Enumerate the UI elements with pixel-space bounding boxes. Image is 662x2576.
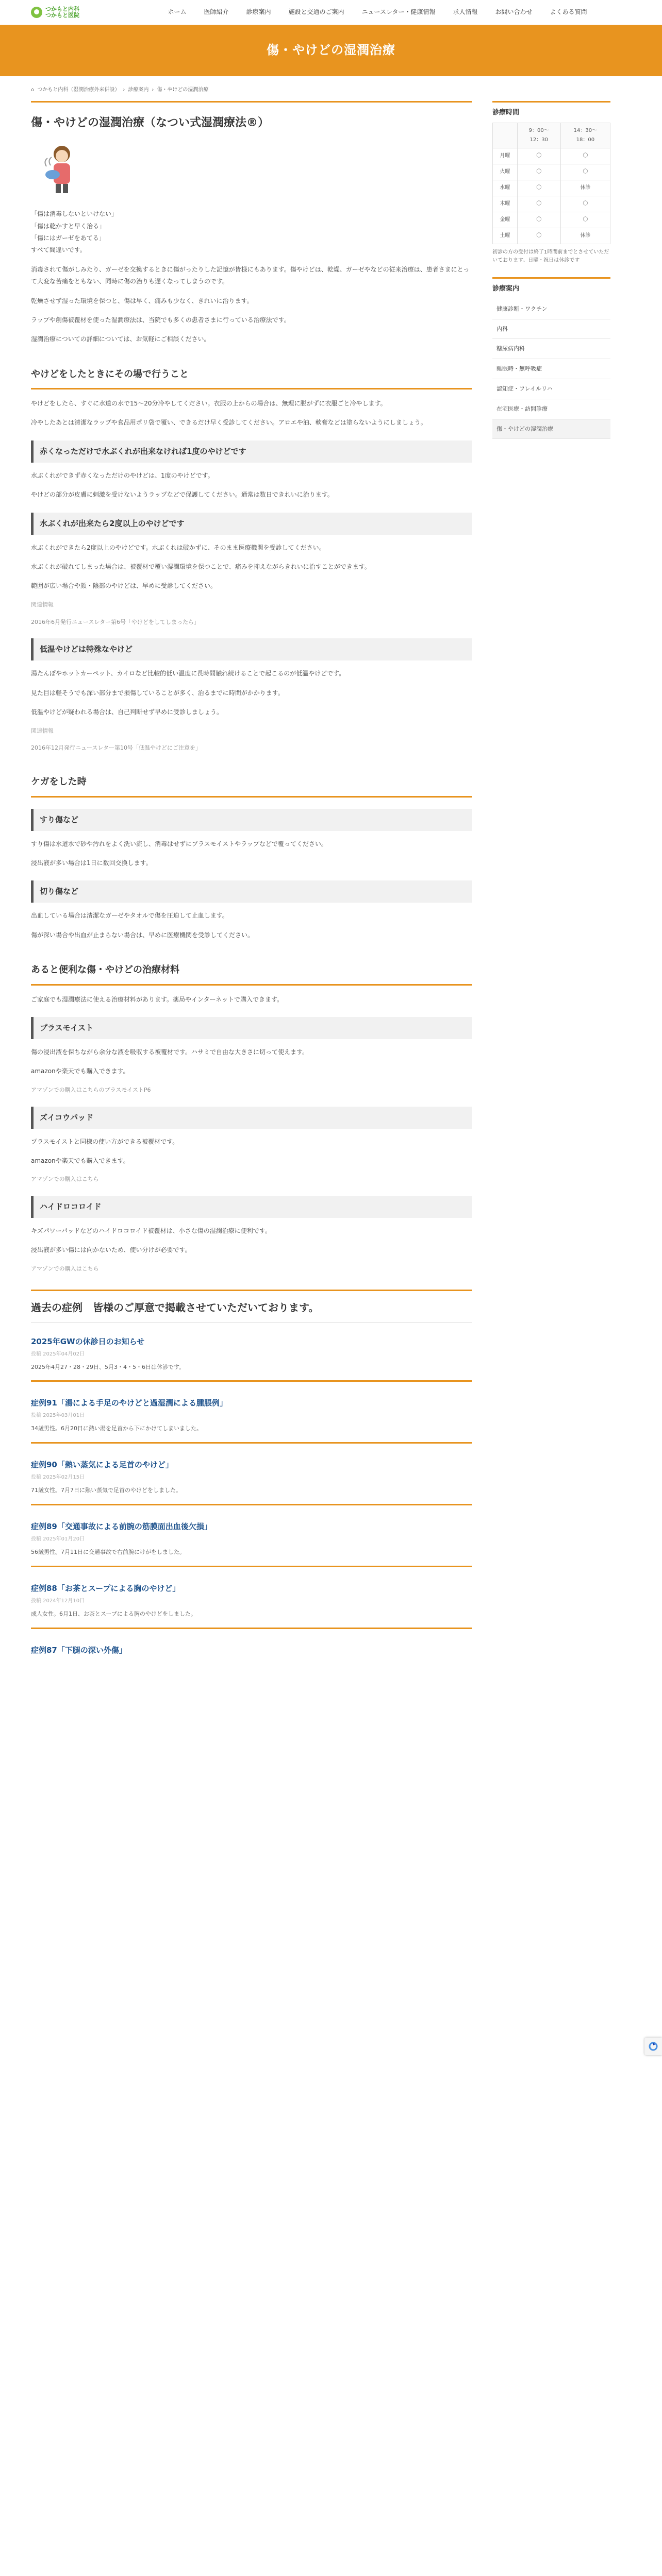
related-label: 関連情報 — [31, 727, 54, 734]
nav-newsletter[interactable]: ニュースレター・健康情報 — [361, 8, 436, 16]
section-paragraph: 傷が深い場合や出血が止まらない場合は、早めに医療機関を受診してください。 — [31, 931, 254, 939]
nav-access[interactable]: 施設と交通のご案内 — [288, 8, 344, 16]
intro-paragraph: 「傷は消毒しないといけない」 「傷は乾かすと早く治る」 「傷にはガーゼをあてる」 すべて間違いです。 — [31, 210, 118, 254]
section-paragraph: 水ぶくれができたら2度以上のやけどです。水ぶくれは破かずに、そのまま医療機関を受診してください。 — [31, 544, 325, 551]
breadcrumb-item-services[interactable]: 診療案内 — [128, 87, 149, 93]
section-paragraph: 水ぶくれができず赤くなっただけのやけどは、1度のやけどです。 — [31, 471, 214, 479]
day-cell: 木曜 — [493, 196, 518, 212]
page-title: 傷・やけどの湿潤治療 — [267, 43, 395, 58]
logo-text: つかもと内科 つかもと医院 — [45, 5, 79, 19]
nav-home[interactable]: ホーム — [168, 8, 187, 16]
main-nav — [124, 7, 631, 18]
am-cell: 〇 — [517, 164, 560, 180]
section-heading: あると便利な傷・やけどの治療材料 — [31, 955, 472, 985]
home-icon: ⌂ — [31, 87, 35, 93]
hours-table — [492, 123, 610, 244]
amazon-link[interactable]: アマゾンでの購入はこちらのプラスモイストP6 — [31, 1086, 151, 1093]
article — [31, 101, 472, 1274]
case-item[interactable] — [31, 1574, 472, 1629]
section-paragraph: キズパワーパッドなどのハイドロコロイド被覆材は、小さな傷の湿潤治療に便利です。 — [31, 1227, 271, 1235]
related-newsletter-link[interactable]: 2016年12月発行ニュースレター第10号「低温やけどにご注意を」 — [31, 744, 201, 752]
case-title[interactable]: 症例87「下腿の深い外傷」 — [31, 1645, 127, 1655]
subsection-heading: プラスモイスト — [31, 1017, 472, 1039]
am-cell: 〇 — [517, 228, 560, 244]
menu-item[interactable]: 糖尿病内科 — [492, 339, 610, 359]
section-paragraph: amazonや楽天でも購入できます。 — [31, 1157, 129, 1164]
table-row — [493, 212, 610, 228]
case-title[interactable]: 症例90「熱い蒸気による足首のやけど」 — [31, 1460, 173, 1470]
past-cases — [31, 1290, 472, 1666]
logo-mark-icon — [31, 7, 42, 18]
site-header — [0, 0, 662, 25]
hours-col-header: 14：30〜 18：00 — [560, 123, 610, 148]
day-cell: 金曜 — [493, 212, 518, 228]
day-cell: 月曜 — [493, 148, 518, 164]
subsection-heading: ズイコウパッド — [31, 1107, 472, 1129]
case-title[interactable]: 2025年GWの休診日のお知らせ — [31, 1336, 145, 1346]
sidebar — [492, 101, 610, 1673]
case-excerpt: 34歳男性。6月20日に熱い湯を足首から下にかけてしまいました。 — [31, 1425, 202, 1432]
pm-cell: 〇 — [560, 148, 610, 164]
main-content — [31, 101, 472, 1673]
day-cell: 水曜 — [493, 180, 518, 196]
case-title[interactable]: 症例89「交通事故による前腕の筋膜面出血後欠損」 — [31, 1522, 212, 1532]
subsection-heading: 赤くなっただけで水ぶくれが出来なければ1度のやけどです — [31, 440, 472, 463]
related-newsletter-link[interactable]: 2016年6月発行ニュースレター第6号「やけどをしてしまったら」 — [31, 618, 200, 625]
breadcrumb-item-current: 傷・やけどの湿潤治療 — [157, 87, 209, 93]
case-date: 投稿 2024年12月10日 — [31, 1598, 85, 1604]
case-date: 投稿 2025年03月01日 — [31, 1413, 85, 1419]
nav-contact[interactable]: お問い合わせ — [495, 8, 533, 16]
pm-cell: 〇 — [560, 164, 610, 180]
hours-col-header — [493, 123, 518, 148]
hours-title: 診療時間 — [492, 101, 610, 123]
intro-paragraph: 乾燥させず湿った環境を保つと、傷は早く、痛みも少なく、きれいに治ります。 — [31, 297, 253, 304]
section-paragraph: 浸出液が多い場合は1日に数回交換します。 — [31, 859, 152, 867]
menu-item-active[interactable]: 傷・やけどの湿潤治療 — [492, 419, 610, 439]
subsection-heading: ハイドロコロイド — [31, 1196, 472, 1218]
site-logo[interactable] — [31, 6, 124, 19]
section-paragraph: 冷やしたあとは清潔なラップや食品用ポリ袋で覆い、できるだけ早く受診してください。アロエや油、軟膏などは塗らないようにしましょう。 — [31, 419, 427, 427]
section-paragraph: ご家庭でも湿潤療法に使える治療材料があります。薬局やインターネットで購入できます。 — [31, 995, 284, 1003]
day-cell: 火曜 — [493, 164, 518, 180]
case-item[interactable] — [31, 1451, 472, 1505]
section-paragraph: 出血している場合は清潔なガーゼやタオルで傷を圧迫して止血します。 — [31, 912, 228, 920]
am-cell: 〇 — [517, 180, 560, 196]
intro-paragraph: 消毒されて傷がしみたり、ガーゼを交換するときに傷がったりした記憶が皆様にもあります。傷やけどは、乾燥、ガーゼやなどの従来治療は、患者さまにとって大変な苦痛をともない、同時に傷の治りも遅くなってしまうのです。 — [31, 265, 470, 285]
table-row — [493, 228, 610, 244]
amazon-link[interactable]: アマゾンでの購入はこちら — [31, 1176, 99, 1183]
breadcrumb: ⌂ つかもと内科（湿潤治療外来併設） › 診療案内 › 傷・やけどの湿潤治療 — [0, 76, 662, 101]
subsection-heading: 切り傷など — [31, 880, 472, 903]
subsection-heading: 低温やけどは特殊なやけど — [31, 638, 472, 660]
case-item[interactable] — [31, 1389, 472, 1444]
hours-note: 初診の方の受付は終了1時間前までとさせていただいております。日曜・祝日は休診です — [492, 249, 609, 264]
burn-illustration-icon — [31, 139, 93, 195]
intro-paragraph: ラップや創傷被覆材を使った湿潤療法は、当院でも多くの患者さまに行っている治療法です。 — [31, 316, 290, 324]
section-paragraph: すり傷は水道水で砂や汚れをよく洗い流し、消毒はせずにプラスモイストやラップなどで覆ってください。 — [31, 840, 327, 848]
page-title-band — [0, 25, 662, 76]
intro-paragraph: 湿潤治療についての詳細については、お気軽にご相談ください。 — [31, 335, 210, 343]
pm-cell: 休診 — [560, 180, 610, 196]
case-title[interactable]: 症例88「お茶とスープによる胸のやけど」 — [31, 1583, 180, 1593]
am-cell: 〇 — [517, 196, 560, 212]
pm-cell: 〇 — [560, 196, 610, 212]
table-row — [493, 164, 610, 180]
nav-doctor[interactable]: 医師紹介 — [204, 8, 229, 16]
case-item[interactable] — [31, 1636, 472, 1666]
section-paragraph: 傷の浸出液を保ちながら余分な液を吸収する被覆材です。ハサミで自由な大きさに切って使えます。 — [31, 1048, 309, 1056]
case-excerpt: 56歳男性。7月11日に交通事故で右前腕にけがをしました。 — [31, 1549, 185, 1556]
menu-item[interactable]: 睡眠時・無呼吸症 — [492, 359, 610, 379]
section-paragraph: プラスモイストと同様の使い方ができる被覆材です。 — [31, 1138, 179, 1145]
hours-col-header: 9：00〜 12：30 — [517, 123, 560, 148]
section-paragraph: やけどをしたら、すぐに水道の水で15〜20分冷やしてください。衣服の上からの場合は、無理に脱がずに衣服ごと冷やします。 — [31, 400, 387, 408]
section-paragraph: amazonや楽天でも購入できます。 — [31, 1067, 129, 1075]
case-date: 投稿 2025年02月15日 — [31, 1475, 85, 1481]
case-item[interactable] — [31, 1513, 472, 1567]
section-paragraph: 水ぶくれが破れてしまった場合は、被覆材で覆い湿潤環境を保つことで、痛みを抑えながらきれいに治すことができます。 — [31, 563, 371, 571]
recaptcha-badge[interactable] — [644, 2038, 662, 2055]
case-excerpt: 成人女性。6月1日、お茶とスープによる胸のやけどをしました。 — [31, 1610, 196, 1617]
recaptcha-icon — [648, 2041, 658, 2052]
section-paragraph: 見た目は軽そうでも深い部分まで損傷していることが多く、治るまでに時間がかかります。 — [31, 689, 284, 697]
menu-item[interactable]: 健康診断・ワクチン — [492, 299, 610, 319]
section-heading: やけどをしたときにその場で行うこと — [31, 359, 472, 389]
subsection-heading: 水ぶくれが出来たら2度以上のやけどです — [31, 513, 472, 535]
case-date: 投稿 2025年04月02日 — [31, 1351, 85, 1357]
breadcrumb-item-home[interactable]: つかもと内科（湿潤治療外来併設） — [37, 87, 120, 93]
table-row — [493, 196, 610, 212]
case-title[interactable]: 症例91「湯による手足のやけどと過湿潤による腫脹例」 — [31, 1398, 227, 1408]
menu-item[interactable]: 内科 — [492, 319, 610, 340]
section-paragraph: 範囲が広い場合や顔・陰部のやけどは、早めに受診してください。 — [31, 582, 217, 590]
menu-item[interactable]: 認知症・フレイルリハ — [492, 379, 610, 399]
section-paragraph: 湯たんぽやホットカーペット、カイロなど比較的低い温度に長時間触れ続けることで起こるのが低温やけどです。 — [31, 670, 345, 677]
menu-item[interactable]: 在宅医療・訪問診療 — [492, 399, 610, 419]
subsection-heading: すり傷など — [31, 809, 472, 831]
menu-title: 診療案内 — [492, 277, 610, 299]
section-paragraph: やけどの部分が皮膚に刺激を受けないようラップなどで保護してください。通常は数日できれいに治ります。 — [31, 491, 334, 499]
section-heading: ケガをした時 — [31, 767, 472, 797]
related-label: 関連情報 — [31, 601, 54, 608]
pm-cell: 〇 — [560, 212, 610, 228]
case-date: 投稿 2025年01月20日 — [31, 1536, 85, 1543]
day-cell: 土曜 — [493, 228, 518, 244]
past-cases-title: 過去の症例 皆様のご厚意で掲載させていただいております。 — [31, 1298, 472, 1323]
nav-jobs[interactable]: 求人情報 — [453, 8, 478, 16]
case-excerpt: 71歳女性。7月7日に熱い蒸気で足首のやけどをしました。 — [31, 1487, 181, 1494]
table-row — [493, 148, 610, 164]
am-cell: 〇 — [517, 212, 560, 228]
case-excerpt: 2025年4月27・28・29日、5月3・4・5・6日は休診です。 — [31, 1363, 185, 1370]
am-cell: 〇 — [517, 148, 560, 164]
case-item[interactable] — [31, 1328, 472, 1382]
section-paragraph: 低温やけどが疑われる場合は、自己判断せず早めに受診しましょう。 — [31, 708, 223, 716]
section-paragraph: 浸出液が多い傷には向かないため、使い分けが必要です。 — [31, 1246, 191, 1254]
table-row — [493, 180, 610, 196]
amazon-link[interactable]: アマゾンでの購入はこちら — [31, 1265, 99, 1272]
service-menu — [492, 299, 610, 439]
nav-faq[interactable]: よくある質問 — [550, 8, 587, 16]
pm-cell: 休診 — [560, 228, 610, 244]
article-title: 傷・やけどの湿潤治療（なつい式湿潤療法®） — [31, 116, 270, 129]
nav-services[interactable]: 診療案内 — [246, 8, 271, 16]
